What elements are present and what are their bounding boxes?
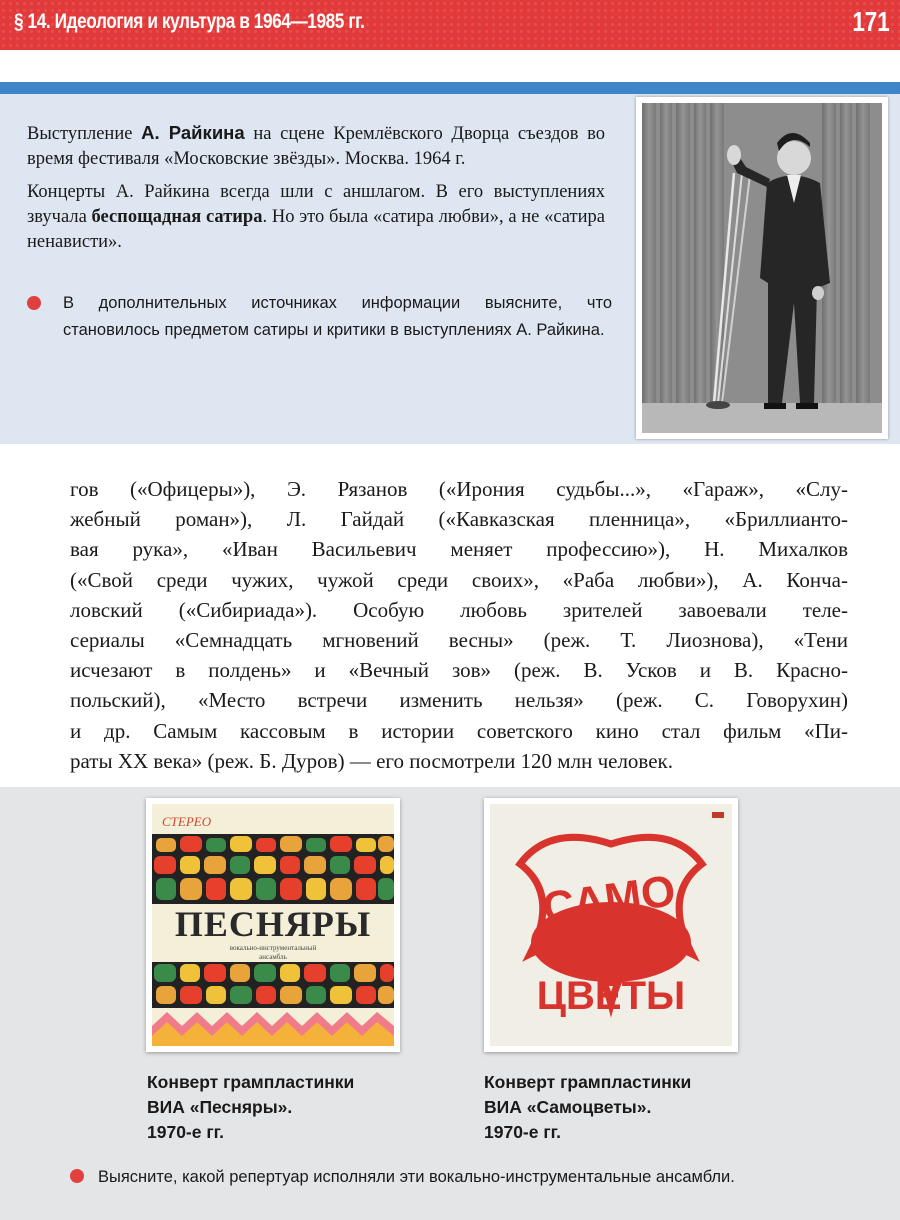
pesniary-cover [152, 804, 394, 1046]
body-line: жебный роман»), Л. Гайдай («Кавказская пленница», «Бриллианто- [70, 507, 848, 532]
caption-line: ВИА «Самоцветы». [484, 1097, 652, 1117]
body-line: раты XX века» (реж. Б. Дуров) — его посмотрели 120 млн человек. [70, 748, 673, 773]
photo-frame [636, 97, 888, 439]
record-cover-frame [484, 798, 738, 1052]
raikin-stage-photo [642, 103, 882, 433]
cover-word-tsvety: ЦВЕТЫ [536, 974, 686, 1018]
caption-line: 1970-е гг. [484, 1122, 562, 1142]
caption-text: Концерты А. Райкина всегда шли с аншлагом. В его выступлениях звучала [27, 182, 605, 227]
caption-paragraph-2 [27, 180, 605, 255]
red-bullet-icon [70, 1169, 84, 1183]
caption-name-bold: А. Райкина [141, 122, 245, 143]
record-cover-frame [146, 798, 400, 1052]
caption-line: ВИА «Песняры». [147, 1097, 293, 1117]
mosaic-band-bottom [152, 962, 394, 1008]
photo-task [27, 290, 612, 344]
cover-stereo-label: СТЕРЕО [162, 814, 212, 829]
final-task [70, 1165, 850, 1189]
body-line: исчезают в полдень» и «Вечный зов» (реж. В. Усков и В. Красно- [70, 658, 848, 683]
samotsvety-cover [490, 804, 732, 1046]
caption-line: 1970-е гг. [147, 1122, 225, 1142]
caption-text: Выступление [27, 124, 142, 144]
red-bullet-icon [27, 296, 41, 310]
body-line: сериалы «Семнадцать мгновений весны» (реж. Т. Лиознова), «Тени [70, 628, 848, 653]
body-line: ловский («Сибириада»). Особую любовь зрителей завоевали теле- [70, 597, 848, 622]
body-line: («Свой среди чужих, чужой среди своих», «Раба любви»), А. Конча- [70, 567, 848, 592]
cover-subtitle: вокально-инструментальный [229, 944, 317, 952]
records-panel [0, 787, 900, 1220]
body-line: вая рука», «Иван Васильевич меняет профессию»), Н. Михалков [70, 537, 848, 562]
main-body-text [70, 474, 848, 776]
photo-info-panel [0, 94, 900, 444]
blue-divider [0, 82, 900, 94]
record-caption-samotsvety [484, 1070, 691, 1145]
body-line: и др. Самым кассовым в истории советского кино стал фильм «Пи- [70, 718, 848, 743]
photo-task-text: В дополнительных источниках информации выясните, что становилось предметом сатиры и критики в выступлениях А. Райкина. [63, 294, 612, 339]
cover-subtitle: ансамбль [259, 953, 287, 961]
page-header [0, 0, 900, 50]
page-number: 171 [852, 6, 890, 37]
final-task-text: Выясните, какой репертуар исполняли эти вокально-инструментальные ансамбли. [98, 1168, 735, 1186]
caption-text: на сцене Кремлёвского Дворца съездов во время фестиваля «Московские звёзды». Москва. 1964 г. [27, 124, 605, 169]
cover-band-title: ПЕСНЯРЫ [174, 904, 372, 944]
body-line: польский), «Место встречи изменить нельзя» (реж. С. Говорухин) [70, 688, 848, 713]
caption-line: Конверт грампластинки [147, 1072, 355, 1092]
label-logo-icon [712, 812, 724, 818]
caption-line: Конверт грампластинки [484, 1072, 692, 1092]
section-title: § 14. Идеология и культура в 1964—1985 гг. [14, 10, 365, 33]
mosaic-band-top [152, 834, 394, 904]
photo-caption [27, 120, 605, 263]
caption-paragraph-1 [27, 120, 605, 172]
record-caption-pesniary [147, 1070, 354, 1145]
caption-term-bold: беспощадная сатира [91, 207, 263, 227]
body-line: гов («Офицеры»), Э. Рязанов («Ирония судьбы...», «Гараж», «Слу- [70, 477, 848, 501]
caption-text: . Но это была «сатира любви», а не «сатира ненависти». [27, 207, 605, 252]
cover-word-samo: САМО [539, 866, 679, 934]
